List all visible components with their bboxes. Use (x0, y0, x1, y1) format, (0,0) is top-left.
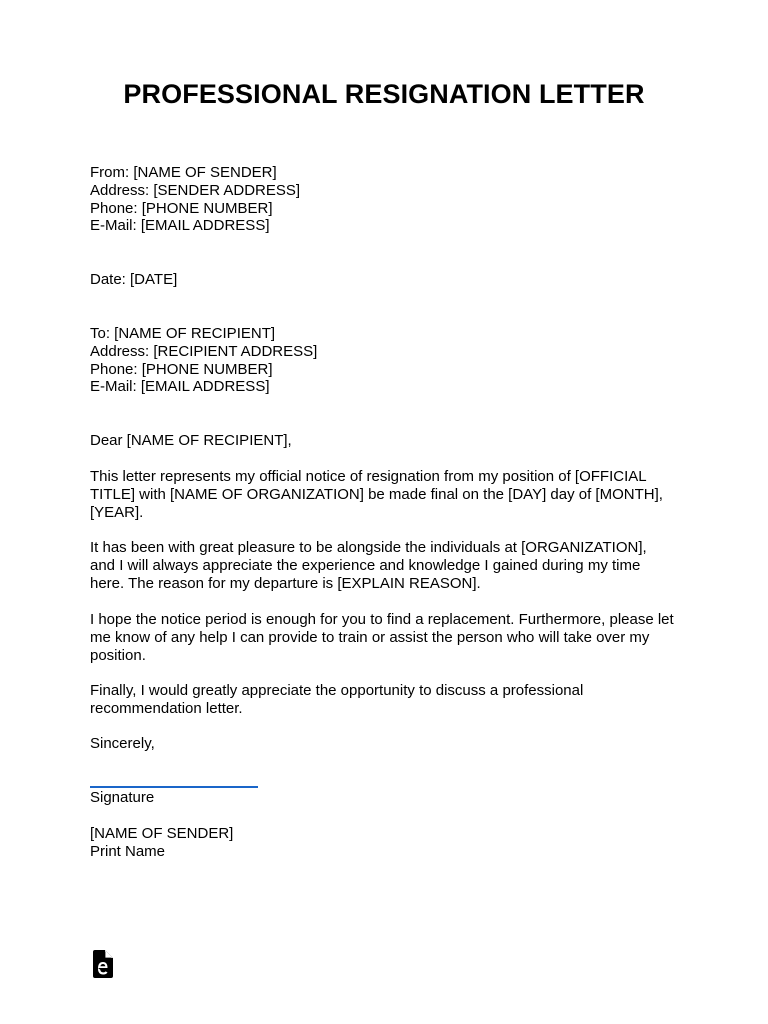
paragraph-line: [YEAR]. (90, 503, 144, 521)
sender-block (90, 164, 690, 235)
recipient-block (90, 325, 690, 396)
body-paragraph-4 (90, 682, 690, 718)
paragraph-line: It has been with great pleasure to be alongside the individuals at [ORGANIZATION], (90, 539, 647, 556)
paragraph-line: This letter represents my official notice of resignation from my position of [OFFICIAL (90, 468, 647, 485)
letter-date: Date: [DATE] (90, 271, 178, 288)
print-name-label: Print Name (90, 842, 166, 860)
signature-label-block (90, 789, 690, 807)
print-name-block (90, 825, 690, 861)
paragraph-line: here. The reason for my departure is [EXPLAIN REASON]. (90, 574, 481, 592)
sender-address: Address: [SENDER ADDRESS] (90, 181, 301, 199)
sender-email: E-Mail: [EMAIL ADDRESS] (90, 217, 270, 235)
document-e-logo-icon (93, 950, 113, 978)
sender-phone: Phone: [PHONE NUMBER] (90, 199, 273, 217)
paragraph-line: me know of any help I can provide to train or assist the person who will take over my (90, 628, 650, 646)
body-paragraph-2 (90, 539, 690, 592)
salutation-block (90, 432, 690, 450)
recipient-phone: Phone: [PHONE NUMBER] (90, 360, 273, 378)
closing: Sincerely, (90, 735, 155, 752)
paragraph-line: position. (90, 646, 146, 664)
date-block (90, 271, 690, 289)
paragraph-line: recommendation letter. (90, 699, 243, 717)
signature-label: Signature (90, 789, 155, 806)
sender-name: [NAME OF SENDER] (90, 825, 234, 842)
paragraph-line: and I will always appreciate the experience and knowledge I gained during my time (90, 556, 641, 574)
recipient-to: To: [NAME OF RECIPIENT] (90, 325, 276, 342)
paragraph-line: TITLE] with [NAME OF ORGANIZATION] be made final on the [DAY] day of [MONTH], (90, 485, 663, 503)
sender-from: From: [NAME OF SENDER] (90, 164, 277, 181)
document-title: PROFESSIONAL RESIGNATION LETTER (123, 79, 645, 109)
signature-line[interactable] (90, 786, 258, 788)
paragraph-line: I hope the notice period is enough for you to find a replacement. Furthermore, please let (90, 611, 674, 628)
salutation: Dear [NAME OF RECIPIENT], (90, 432, 292, 449)
paragraph-line: Finally, I would greatly appreciate the opportunity to discuss a professional (90, 682, 584, 699)
body-paragraph-1 (90, 468, 690, 521)
closing-block (90, 735, 690, 753)
body-paragraph-3 (90, 611, 690, 664)
recipient-email: E-Mail: [EMAIL ADDRESS] (90, 378, 270, 396)
recipient-address: Address: [RECIPIENT ADDRESS] (90, 342, 318, 360)
